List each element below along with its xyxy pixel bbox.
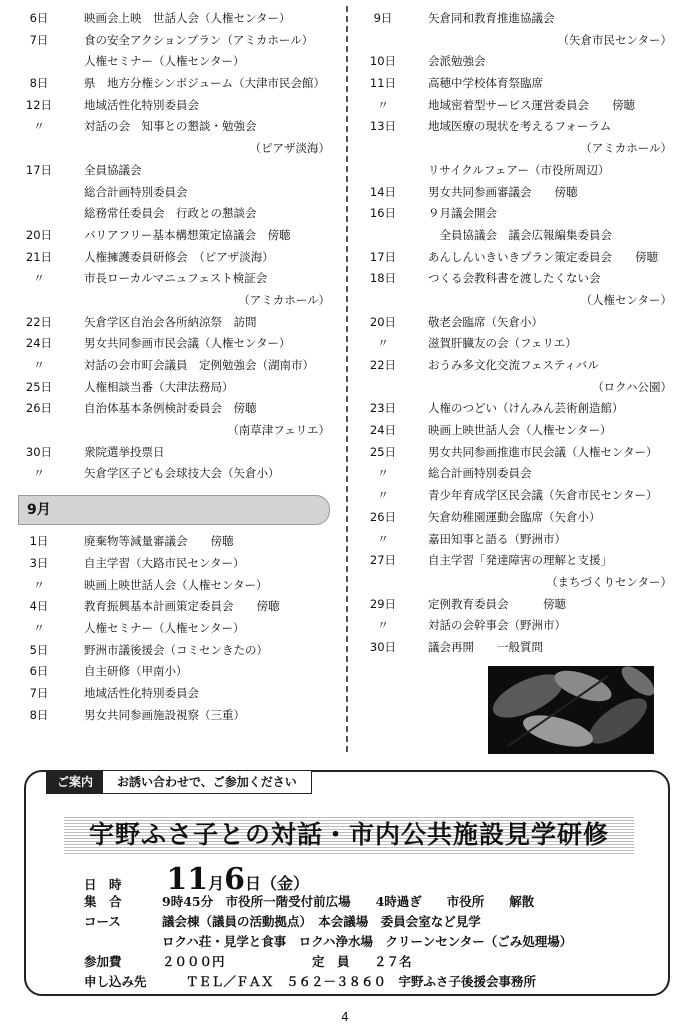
schedule-day: 10日 <box>369 54 397 69</box>
schedule-row <box>18 640 330 662</box>
schedule-text: 市長ローカルマニュフェスト検証会 <box>84 271 268 286</box>
schedule-text: 人権セミナー（人権センター） <box>84 620 245 635</box>
schedule-text: 県 地方分権シンポジューム（大津市民会館） <box>84 76 325 91</box>
schedule-text: 男女共同参画市民会議（人権センター） <box>84 336 291 351</box>
schedule-row <box>362 116 672 138</box>
schedule-text: 男女共同参画推進市民会議（人権センター） <box>428 444 658 459</box>
schedule-row <box>18 553 330 575</box>
schedule-day: 〃 <box>377 336 389 351</box>
schedule-text: 総合計画特別委員会 <box>428 466 532 481</box>
month-header-september <box>18 495 330 525</box>
schedule-row <box>18 575 330 597</box>
apply-row <box>84 972 536 990</box>
schedule-row <box>18 268 330 290</box>
august-schedule <box>18 8 330 485</box>
schedule-text: 教育振興基本計画策定委員会 傍聴 <box>84 599 280 614</box>
schedule-text: 男女共同参画施設視察（三重） <box>84 707 245 722</box>
schedule-text: 滋賀肝臓友の会（フェリエ） <box>428 336 577 351</box>
course-row <box>84 912 481 930</box>
schedule-text: あんしんいきいきプラン策定委員会 傍聴 <box>428 249 658 264</box>
fee-label: 参加費 <box>84 954 122 969</box>
schedule-venue: （ロクハ公園） <box>592 379 672 394</box>
schedule-row <box>18 377 330 399</box>
left-column <box>18 8 330 726</box>
notice-tag-label: ご案内 <box>47 771 103 793</box>
course-line-2: ロクハ荘・見学と食事 ロクハ浄水場 クリーンセンター（ごみ処理場） <box>162 934 573 949</box>
schedule-row <box>18 138 330 160</box>
schedule-day: 20日 <box>25 227 53 242</box>
schedule-text: 総務常任委員会 行政との懇談会 <box>84 206 257 221</box>
schedule-row <box>362 73 672 95</box>
schedule-day: 17日 <box>369 249 397 264</box>
apply-label: 申し込み先 <box>84 974 147 989</box>
schedule-row <box>18 51 330 73</box>
schedule-row <box>18 463 330 485</box>
schedule-day: 21日 <box>25 249 53 264</box>
schedule-day: 17日 <box>25 162 53 177</box>
date-month: 11 <box>166 862 209 897</box>
schedule-row <box>362 138 672 160</box>
schedule-row <box>362 95 672 117</box>
event-notice-box <box>24 770 670 996</box>
schedule-day: 9日 <box>373 11 393 25</box>
schedule-row <box>362 8 672 30</box>
schedule-day: 3日 <box>29 555 49 570</box>
schedule-text: 人権のつどい（けんみん芸術創造館） <box>428 401 624 416</box>
schedule-row <box>362 312 672 334</box>
schedule-day: 27日 <box>369 553 397 568</box>
schedule-text: 映画会上映 世話人会（人権センター） <box>84 11 291 25</box>
date-label: 日 時 <box>84 877 122 892</box>
schedule-text: 自主学習「発達障害の理解と支援」 <box>428 553 612 568</box>
schedule-row <box>362 507 672 529</box>
schedule-text: 自主研修（甲南小） <box>84 664 188 679</box>
schedule-day: 22日 <box>369 358 397 372</box>
schedule-row <box>18 312 330 334</box>
schedule-day: 1日 <box>29 534 49 549</box>
schedule-venue: （アミカホール） <box>238 292 330 307</box>
schedule-row <box>362 572 672 594</box>
schedule-text: 映画上映世話人会（人権センター） <box>428 423 612 438</box>
schedule-row <box>18 618 330 640</box>
schedule-day: 6日 <box>29 664 49 679</box>
schedule-venue: （ピアザ淡海） <box>249 141 330 156</box>
schedule-row <box>362 637 672 659</box>
schedule-row <box>18 661 330 683</box>
schedule-day: 12日 <box>25 97 53 112</box>
schedule-text: 嘉田知事と語る（野洲市） <box>428 531 566 546</box>
schedule-text: 地域密着型サービス運営委員会 傍聴 <box>428 97 635 112</box>
schedule-text: つくる会教科書を渡したくない会 <box>428 271 601 286</box>
schedule-day: 24日 <box>369 423 397 438</box>
schedule-day: 30日 <box>25 444 53 459</box>
schedule-day: 11日 <box>369 76 397 91</box>
schedule-text: 対話の会市町会議員 定例勉強会（湖南市） <box>84 358 314 372</box>
schedule-row <box>362 377 672 399</box>
schedule-text: 自治体基本条例検討委員会 傍聴 <box>84 401 257 416</box>
schedule-day: 26日 <box>25 401 53 416</box>
schedule-text: 青少年育成学区民会議（矢倉市民センター） <box>428 488 658 503</box>
schedule-row <box>362 268 672 290</box>
schedule-text: 定例教育委員会 傍聴 <box>428 596 566 611</box>
schedule-day: 6日 <box>29 11 49 25</box>
right-column <box>362 8 672 659</box>
schedule-day: 〃 <box>377 97 389 112</box>
schedule-row <box>18 30 330 52</box>
schedule-row <box>362 594 672 616</box>
schedule-row <box>18 160 330 182</box>
schedule-day: 26日 <box>369 509 397 524</box>
notice-message: お誘い合わせで、ご参加ください <box>117 775 297 789</box>
leaves-image <box>488 666 654 754</box>
schedule-text: 人権擁護委員研修会 （ピアザ淡海） <box>84 249 274 264</box>
schedule-row <box>18 73 330 95</box>
schedule-day: 〃 <box>33 119 45 134</box>
schedule-day: 7日 <box>29 685 49 700</box>
course-row-2 <box>84 932 572 950</box>
schedule-day: 25日 <box>25 379 53 394</box>
schedule-row <box>18 8 330 30</box>
schedule-row <box>362 529 672 551</box>
schedule-row <box>18 116 330 138</box>
schedule-venue: （アミカホール） <box>580 141 672 156</box>
schedule-text: 人権セミナー（人権センター） <box>84 54 245 69</box>
date-weekday: （金） <box>261 874 310 893</box>
schedule-row <box>18 95 330 117</box>
schedule-text: 野洲市議後援会（コミセンきたの） <box>84 642 268 657</box>
schedule-row <box>362 485 672 507</box>
schedule-text: 男女共同参画審議会 傍聴 <box>428 184 578 199</box>
schedule-text: 地域活性化特別委員会 <box>84 97 199 112</box>
notice-banner <box>64 816 634 854</box>
schedule-day: 25日 <box>369 444 397 459</box>
schedule-row <box>362 160 672 182</box>
schedule-row <box>362 463 672 485</box>
schedule-day: 14日 <box>369 184 397 199</box>
apply-text: ＴＥＬ／ＦＡＸ ５６２－３８６０ 宇野ふさ子後援会事務所 <box>186 974 537 989</box>
schedule-venue: （矢倉市民センター） <box>557 32 672 47</box>
schedule-row <box>362 30 672 52</box>
schedule-text: 矢倉学区自治会各所納涼祭 訪問 <box>84 314 257 329</box>
schedule-row <box>18 333 330 355</box>
plant-photo <box>488 666 654 754</box>
schedule-row <box>18 355 330 377</box>
schedule-day: 〃 <box>33 466 45 481</box>
schedule-text: 矢倉同和教育推進協議会 <box>428 11 555 25</box>
schedule-row <box>18 683 330 705</box>
schedule-text: おうみ多文化交流フェスティバル <box>428 358 599 372</box>
schedule-row <box>362 290 672 312</box>
schedule-day: 〃 <box>33 577 45 592</box>
schedule-day: 22日 <box>25 314 53 329</box>
schedule-text: 高穂中学校体育祭臨席 <box>428 76 543 91</box>
course-label: コース <box>84 914 121 929</box>
schedule-row <box>18 182 330 204</box>
schedule-row <box>18 225 330 247</box>
meet-label: 集 合 <box>84 894 122 909</box>
schedule-text: バリアフリー基本構想策定協議会 傍聴 <box>84 227 291 242</box>
schedule-text: 廃棄物等減量審議会 傍聴 <box>84 534 234 549</box>
schedule-row <box>18 398 330 420</box>
schedule-day: 8日 <box>29 76 49 91</box>
schedule-text: 全員協議会 <box>84 162 142 177</box>
schedule-row <box>362 182 672 204</box>
fee-text: ２０００円 <box>162 954 225 969</box>
schedule-day: 29日 <box>369 596 397 611</box>
schedule-text: 対話の会幹事会（野洲市） <box>428 618 566 633</box>
notice-title: 宇野ふさ子との対話・市内公共施設見学研修 <box>88 820 609 849</box>
schedule-row <box>18 203 330 225</box>
schedule-text: 矢倉幼稚園運動会臨席（矢倉小） <box>428 509 601 524</box>
schedule-row <box>18 420 330 442</box>
capacity-text: ２７名 <box>374 954 412 969</box>
schedule-text: 衆院選挙投票日 <box>84 444 165 459</box>
date-day: 6 <box>224 862 245 897</box>
schedule-text: 地域医療の現状を考えるフォーラム <box>428 119 612 134</box>
schedule-day: 8日 <box>29 707 49 722</box>
notice-tag <box>46 770 312 794</box>
schedule-text: 自主学習（大路市民センター） <box>84 555 245 570</box>
schedule-day: 〃 <box>33 271 45 286</box>
schedule-row <box>362 333 672 355</box>
schedule-day: 5日 <box>29 642 49 657</box>
schedule-row <box>18 442 330 464</box>
schedule-text: 矢倉学区子ども会球技大会（矢倉小） <box>84 466 280 481</box>
schedule-row <box>18 531 330 553</box>
schedule-text: ９月議会開会 <box>428 206 497 221</box>
schedule-row <box>362 442 672 464</box>
schedule-day: 23日 <box>369 401 397 416</box>
schedule-row <box>362 247 672 269</box>
meet-row <box>84 892 534 910</box>
schedule-day: 18日 <box>369 271 397 286</box>
month-label: 9月 <box>27 502 51 519</box>
column-divider <box>346 6 348 752</box>
schedule-row <box>362 225 672 247</box>
date-day-unit: 日 <box>245 874 262 893</box>
schedule-row <box>362 420 672 442</box>
schedule-venue: （まちづくりセンター） <box>546 574 672 589</box>
schedule-day: 〃 <box>33 620 45 635</box>
september-schedule <box>18 531 330 726</box>
schedule-row <box>362 203 672 225</box>
schedule-row <box>18 705 330 727</box>
schedule-text: 敬老会臨席（矢倉小） <box>428 314 543 329</box>
schedule-text: 議会再開 一般質問 <box>428 639 543 654</box>
schedule-text: 人権相談当番（大津法務局） <box>84 379 234 394</box>
schedule-text: 映画上映世話人会（人権センター） <box>84 577 268 592</box>
schedule-row <box>18 247 330 269</box>
schedule-text: 会派勉強会 <box>428 54 486 69</box>
schedule-row <box>362 398 672 420</box>
meet-text: 9時45分 市役所一階受付前広場 4時過ぎ 市役所 解散 <box>162 894 535 909</box>
schedule-day: 24日 <box>25 336 53 351</box>
schedule-day: 30日 <box>369 639 397 654</box>
schedule-day: 〃 <box>377 618 389 633</box>
page-number: 4 <box>341 1010 349 1024</box>
schedule-row <box>18 596 330 618</box>
schedule-day: 20日 <box>369 314 397 329</box>
date-month-unit: 月 <box>208 874 225 893</box>
schedule-row <box>362 615 672 637</box>
capacity-label: 定 員 <box>312 954 350 969</box>
schedule-day: 16日 <box>369 206 397 221</box>
schedule-day: 7日 <box>29 32 49 47</box>
schedule-row <box>18 290 330 312</box>
schedule-text: 総合計画特別委員会 <box>84 184 188 199</box>
fee-row <box>84 952 412 970</box>
schedule-day: 4日 <box>29 599 49 614</box>
schedule-day: 〃 <box>377 466 389 481</box>
schedule-text: 対話の会 知事との懇談・勉強会 <box>84 119 257 134</box>
schedule-text: 地域活性化特別委員会 <box>84 685 199 700</box>
schedule-day: 13日 <box>369 119 397 134</box>
schedule-day: 〃 <box>377 531 389 546</box>
schedule-row <box>362 355 672 377</box>
schedule-text: 食の安全アクションプラン（アミカホール） <box>84 32 314 47</box>
september-schedule-continued <box>362 8 672 659</box>
schedule-day: 〃 <box>33 358 45 372</box>
schedule-row <box>362 550 672 572</box>
course-line-1: 議会棟（議員の活動拠点） 本会議場 委員会室など見学 <box>162 914 481 929</box>
schedule-venue: （人権センター） <box>580 292 672 307</box>
schedule-row <box>362 51 672 73</box>
schedule-text: 全員協議会 議会広報編集委員会 <box>428 227 612 242</box>
schedule-venue: （南草津フェリエ） <box>227 423 330 438</box>
schedule-text: リサイクルフェアー（市役所周辺） <box>428 162 610 177</box>
schedule-day: 〃 <box>377 488 389 503</box>
